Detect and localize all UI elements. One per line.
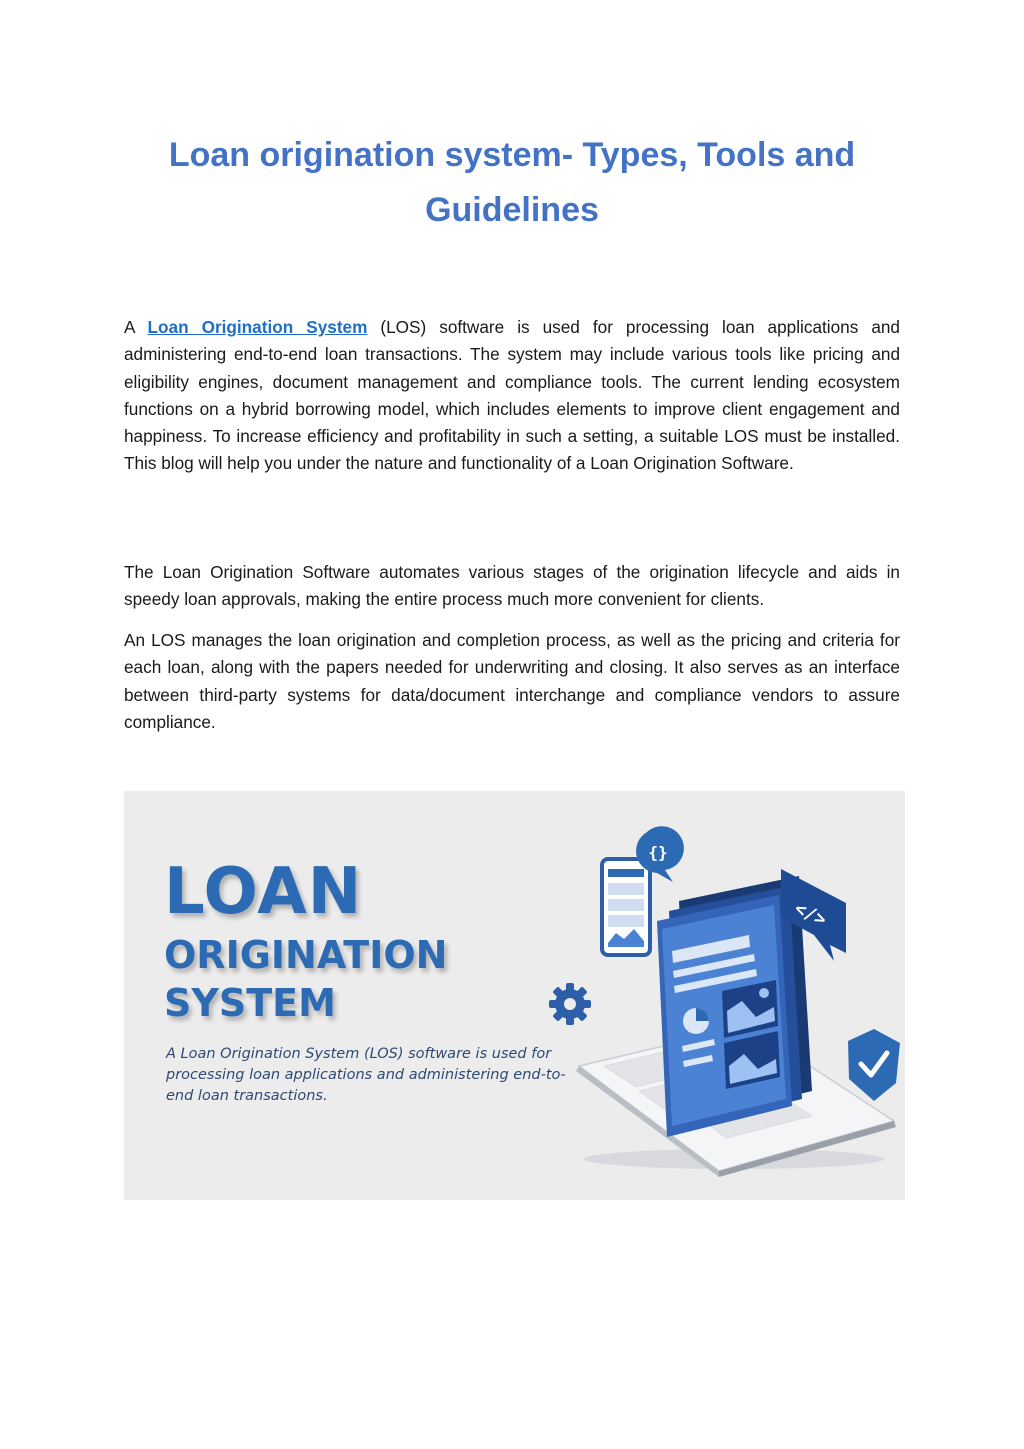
code-bubble-text: {} xyxy=(648,843,668,862)
banner-description: A Loan Origination System (LOS) software is used for processing loan applications and administering end-to-end loan transactions. xyxy=(166,1046,566,1104)
banner-system-word: SYSTEM xyxy=(164,981,336,1025)
automation-paragraph: The Loan Origination Software automates various stages of the origination lifecycle and aids in speedy loan approvals, making the entire process much more convenient for clients. xyxy=(124,562,900,610)
security-shield-icon xyxy=(848,1029,900,1101)
laptop-illustration xyxy=(544,821,905,1181)
gear-icon xyxy=(549,983,591,1025)
banner-origination-word: ORIGINATION xyxy=(164,933,448,977)
intro-rest: (LOS) software is used for processing loan applications and administering end-to-end loan transactions. The system may include various tools like pricing and eligibility engines, document management and compliance tools. The current lending ecosystem functions on a hybrid borrowing model, which includes elements to improve client engagement and happiness. To increase efficiency and profitability in such a setting, a suitable LOS must be installed. This blog will help you under the nature and functionality of a Loan Origination Software. xyxy=(124,317,900,474)
banner-loan-word: LOAN xyxy=(164,855,363,929)
intro-prefix: A xyxy=(124,317,148,337)
tag-bubble-text: </> xyxy=(791,897,830,931)
management-paragraph: An LOS manages the loan origination and completion process, as well as the pricing and criteria for each loan, along with the papers needed for underwriting and closing. It also serves as an interface between third-party systems for data/document interchange and compliance vendors to assure compliance. xyxy=(124,630,900,732)
los-banner-image xyxy=(124,791,905,1200)
smartphone-icon xyxy=(602,859,650,955)
page-title: Loan origination system- Types, Tools and Guidelines xyxy=(168,136,856,229)
intro-paragraph xyxy=(124,314,900,478)
loan-origination-system-link[interactable]: Loan Origination System xyxy=(147,317,368,337)
